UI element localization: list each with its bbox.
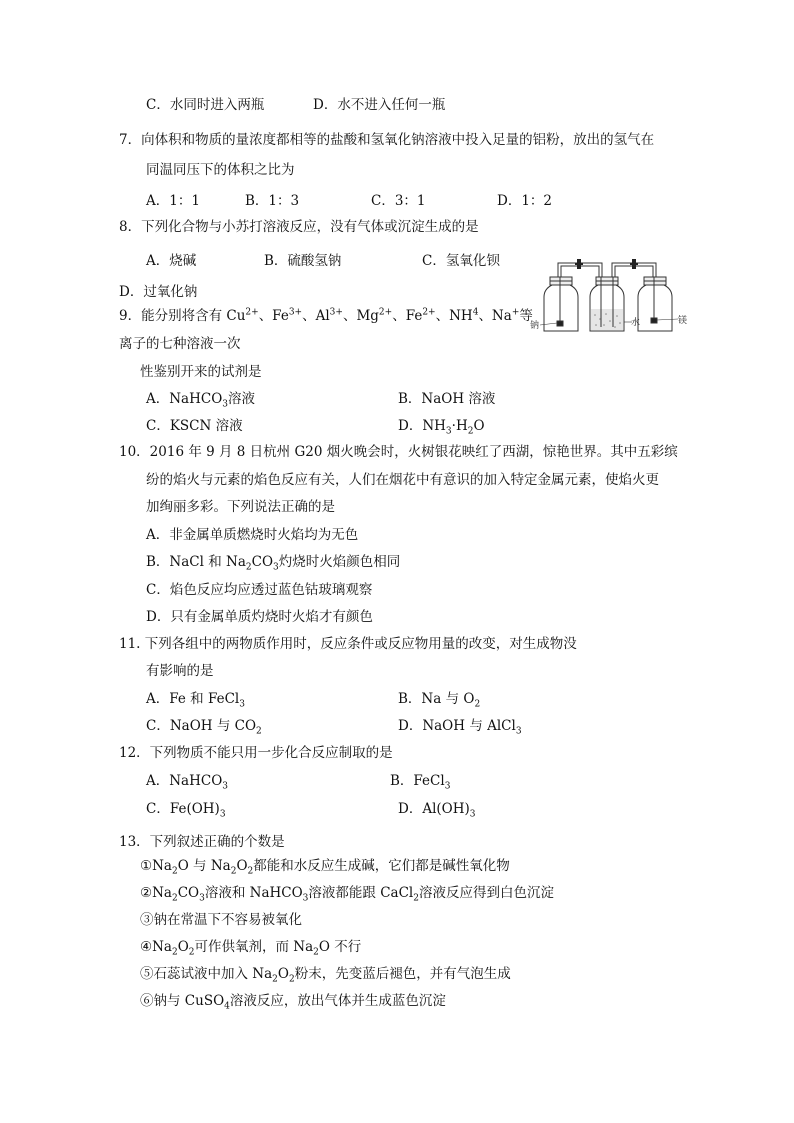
q6-option-d: D．水不进入任何一瓶 [313,97,446,113]
q10-option-c: C．焰色反应均应透过蓝色钴玻璃观察 [146,582,373,598]
q12-option-b: B．FeCl$_3$ [390,773,451,792]
q12-option-d: D．$Al(OH)_3$ [398,801,476,820]
q8-stem: 8．下列化合物与小苏打溶液反应，没有气体或沉淀生成的是 [119,219,479,235]
q7-stem-line2: 同温同压下的体积之比为 [146,162,295,178]
clamp-left [575,259,583,269]
q13-item-5: ⑤石蕊试液中加入 $Na_2O_2$粉末，先变蓝后褪色，并有气泡生成 [140,966,511,985]
q10-option-d: D．只有金属单质灼烧时火焰才有颜色 [146,609,373,625]
q7-option-a: A．1：1 [146,193,200,209]
apparatus-figure [530,255,700,337]
clamp-right [630,259,638,269]
q11-option-d: D．NaOH 与 AlCl$_3$ [398,718,522,737]
label-sodium: 钠 [530,321,540,331]
q13-item-6: ⑥钠与 CuSO$_4$溶液反应，放出气体并生成蓝色沉淀 [140,993,446,1012]
q7-option-b: B．1：3 [245,193,300,209]
q13-stem: 13．下列叙述正确的个数是 [119,834,285,850]
q9-option-b: B．NaOH 溶液 [398,391,496,407]
q8-option-d: D．过氧化钠 [119,284,198,300]
q9-stem-line2: 离子的七种溶液一次 [119,336,241,352]
bottle-right [638,277,672,331]
q11-option-c: C．NaOH 与 $CO_2$ [146,718,262,737]
q12-option-a: A．NaHCO$_3$ [146,773,229,792]
q13-item-4: $④Na_2O_2$可作供氧剂，而 $Na_2O$ 不行 [140,939,362,958]
label-magnesium: 镁 [678,316,688,326]
q11-stem-line2: 有影响的是 [146,663,214,679]
q7-option-c: C．3：1 [371,193,426,209]
q13-item-2: $②Na_2CO_3$溶液和 NaHCO$_3$溶液都能跟 CaCl$_2$溶液反应得到白色沉淀 [140,885,554,904]
q6-option-c: C．水同时进入两瓶 [146,97,265,113]
q10-stem-line1: 10．2016 年 9 月 8 日杭州 G20 烟火晚会时，火树银花映红了西湖，惊艳世界。其中五彩缤 [119,444,678,460]
q13-item-1: $①Na_2O$ 与 $Na_2O_2$都能和水反应生成碱，它们都是碱性氧化物 [140,858,510,877]
q10-option-a: A．非金属单质燃烧时火焰均为无色 [146,527,359,543]
q13-item-3: ③钠在常温下不容易被氧化 [140,912,302,928]
q7-option-d: D．1：2 [497,193,553,209]
q10-option-b: B．NaCl 和 $Na_2CO_3$灼烧时火焰颜色相同 [146,554,401,573]
q7-stem-line1: 7．向体积和物质的量浓度都相等的盐酸和氢氧化钠溶液中投入足量的铝粉，放出的氢气在 [119,132,655,148]
q11-option-a: A．Fe 和 FeCl$_3$ [146,691,245,710]
q11-stem-line1: 11. 下列各组中的两物质作用时，反应条件或反应物用量的改变，对生成物没 [119,636,577,652]
q8-option-a: A．烧碱 [146,253,197,269]
q9-option-d: D．$NH_3\cdot H_2O$ [398,418,485,437]
q9-option-a: A．NaHCO$_3$溶液 [146,391,256,410]
q10-stem-line3: 加绚丽多彩。下列说法正确的是 [146,499,335,515]
q8-option-b: B．硫酸氢钠 [264,253,342,269]
q9-stem-line1: 9．能分别将含有 $Cu^{2+}$、$Fe^{3+}$、$Al^{3+}$、$Mg^{2+}$、$Fe^{2+}$、$NH^4$、Na+等 [119,307,533,324]
q12-stem: 12．下列物质不能只用一步化合反应制取的是 [119,745,393,761]
label-water: 水 [631,318,641,328]
q11-option-b: B．Na 与 $O_2$ [398,691,481,710]
q10-stem-line2: 纷的焰火与元素的焰色反应有关，人们在烟花中有意识的加入特定金属元素，使焰火更 [146,472,659,488]
q8-option-c: C．氢氧化钡 [422,253,500,269]
q9-stem-line3: 性鉴别开来的试剂是 [140,364,262,380]
q12-option-c: C．$Fe(OH)_3$ [146,801,226,820]
q9-option-c: C．KSCN 溶液 [146,418,243,434]
bottle-left [544,277,578,331]
bottle-middle [590,277,624,331]
